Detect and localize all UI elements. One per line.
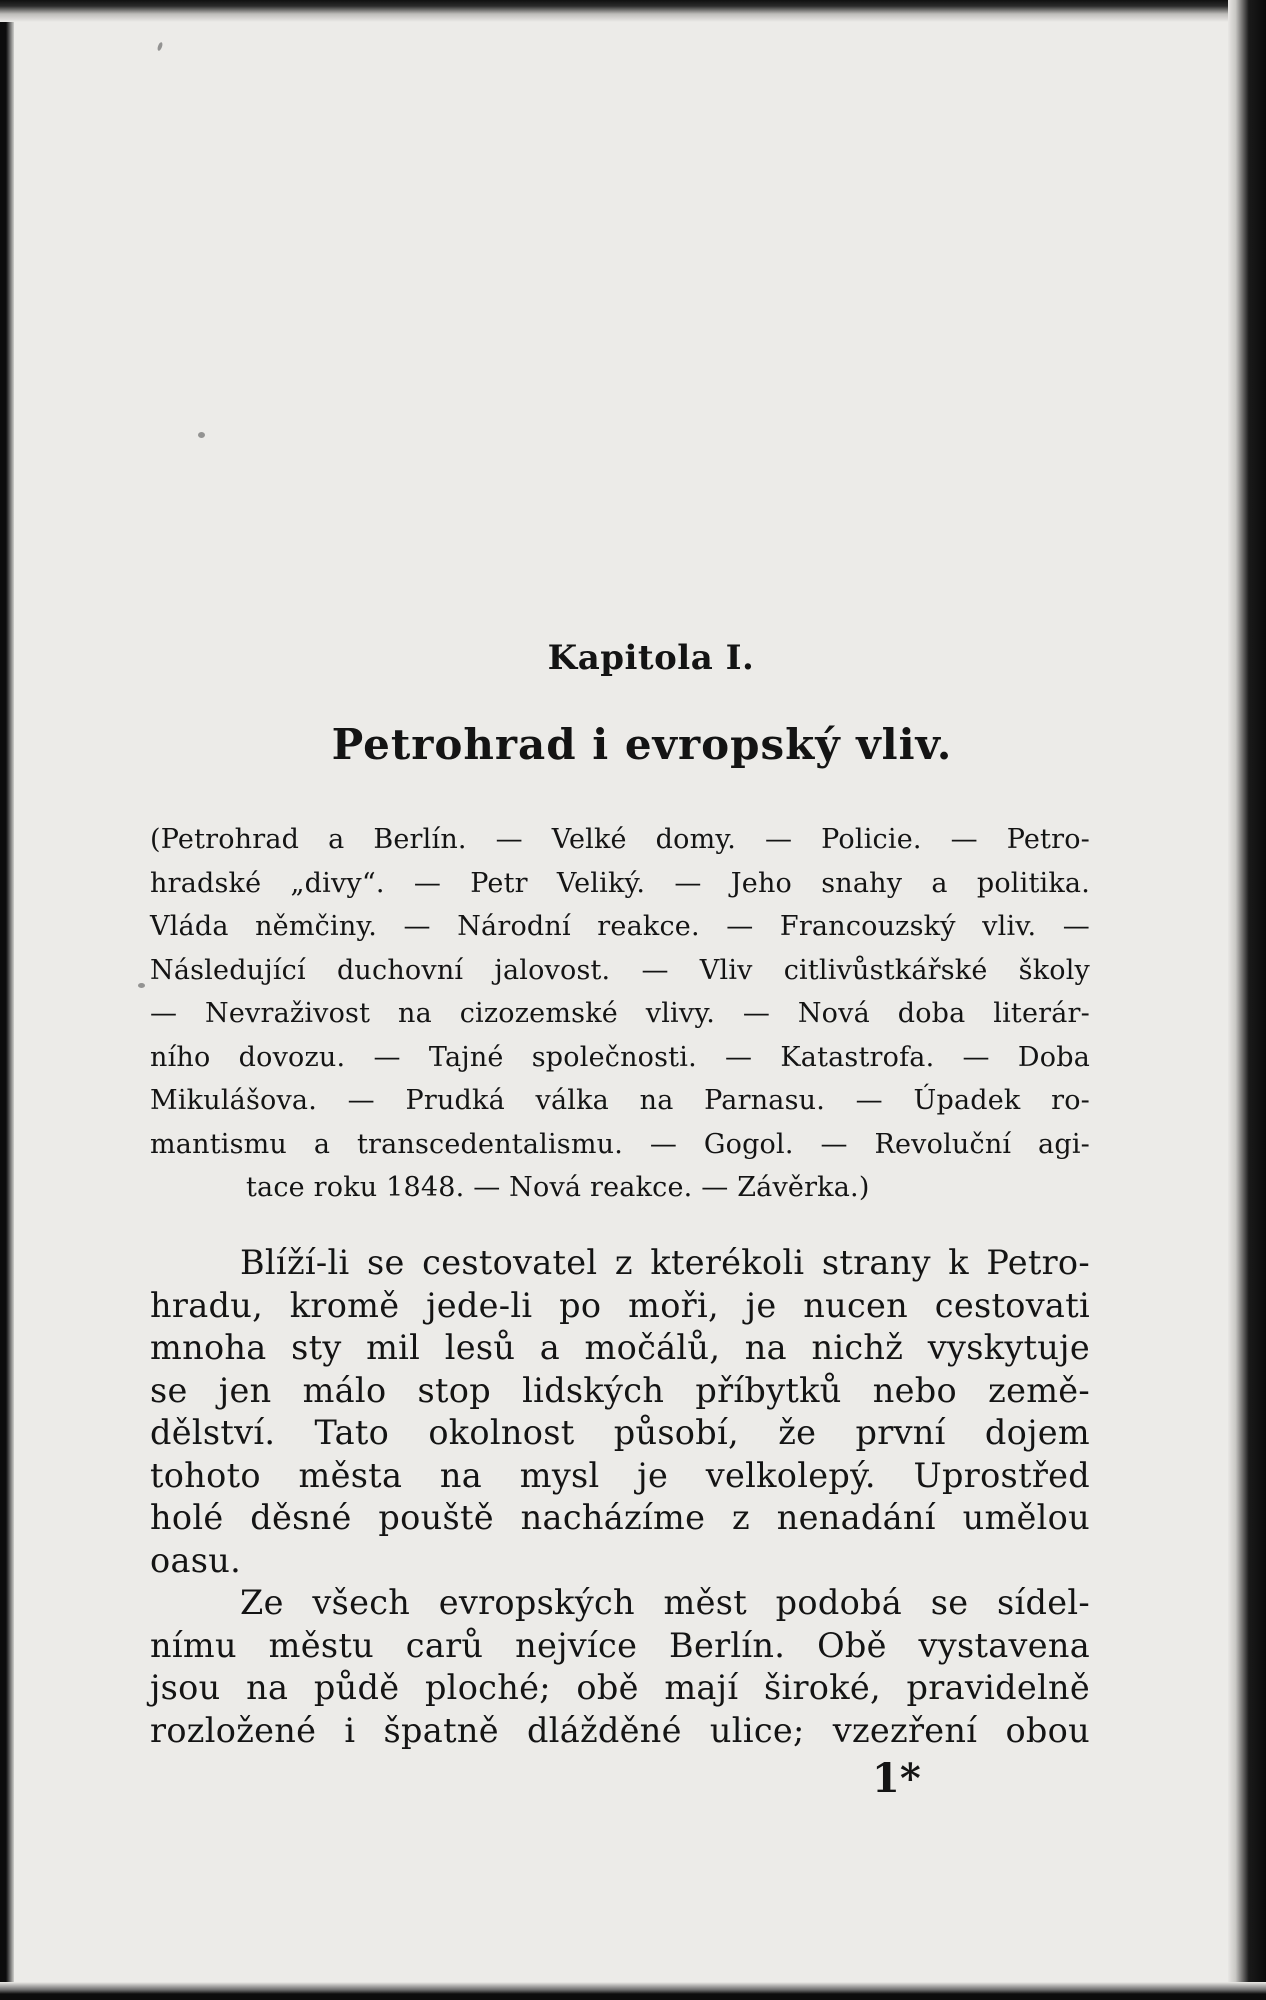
summary-line: ního dovozu. — Tajné společnosti. — Katastrofa. — Doba — [150, 1041, 1090, 1073]
paragraph-1 — [150, 1242, 1090, 1582]
text-line: mnoha sty mil lesů a močálů, na nichž vyskytuje — [150, 1328, 1090, 1367]
scan-speck — [198, 432, 205, 438]
text-line: oasu. — [150, 1540, 242, 1580]
text-line: holé děsné pouště nacházíme z nenadání umělou — [150, 1498, 1090, 1537]
paragraph-2 — [150, 1582, 1090, 1752]
text-line: dělství. Tato okolnost působí, že první dojem — [150, 1413, 1090, 1452]
summary-line: (Petrohrad a Berlín. — Velké domy. — Policie. — Petro- — [150, 824, 1090, 855]
scan-top-edge — [0, 0, 1266, 22]
text-line: nímu městu carů nejvíce Berlín. Obě vystavena — [150, 1625, 1090, 1665]
summary-line: — Nevraživost na cizozemské vlivy. — Nová doba literár- — [150, 998, 1090, 1029]
chapter-summary — [150, 818, 1090, 1210]
summary-line: Vláda němčiny. — Národní reakce. — Francouzský vliv. — — [150, 911, 1090, 942]
summary-line: hradské „divy“. — Petr Veliký. — Jeho snahy a politika. — [150, 867, 1090, 899]
summary-line: tace roku 1848. — Nová reakce. — Závěrka.) — [246, 1172, 870, 1203]
summary-line: mantismu a transcedentalismu. — Gogol. — Revoluční agi- — [150, 1128, 1090, 1160]
scan-right-edge — [1228, 0, 1266, 2000]
text-line: se jen málo stop lidských příbytků nebo země- — [150, 1370, 1090, 1410]
page-signature-mark: 1* — [872, 1755, 921, 1802]
text-line: rozložené i špatně dlážděné ulice; vzezření obou — [150, 1710, 1090, 1750]
chapter-title: Petrohrad i evropský vliv. — [331, 720, 953, 769]
scan-bottom-edge — [0, 1982, 1266, 2000]
scan-speck — [138, 983, 145, 988]
text-line: Ze všech evropských měst podobá se sídel- — [240, 1583, 1090, 1622]
page-binding-edge — [0, 0, 14, 2000]
text-line: hradu, kromě jede-li po moři, je nucen cestovati — [150, 1285, 1090, 1325]
scan-speck — [157, 42, 164, 52]
text-line: Blíží-li se cestovatel z kterékoli strany k Petro- — [240, 1243, 1090, 1282]
summary-line: Mikulášova. — Prudká válka na Parnasu. — Úpadek ro- — [150, 1085, 1090, 1116]
text-line: tohoto města na mysl je velkolepý. Uprostřed — [150, 1455, 1090, 1495]
summary-line: Následující duchovní jalovost. — Vliv citlivůstkářské školy — [150, 954, 1090, 986]
text-line: jsou na půdě ploché; obě mají široké, pravidelně — [150, 1668, 1090, 1707]
chapter-number: Kapitola I. — [547, 638, 755, 678]
